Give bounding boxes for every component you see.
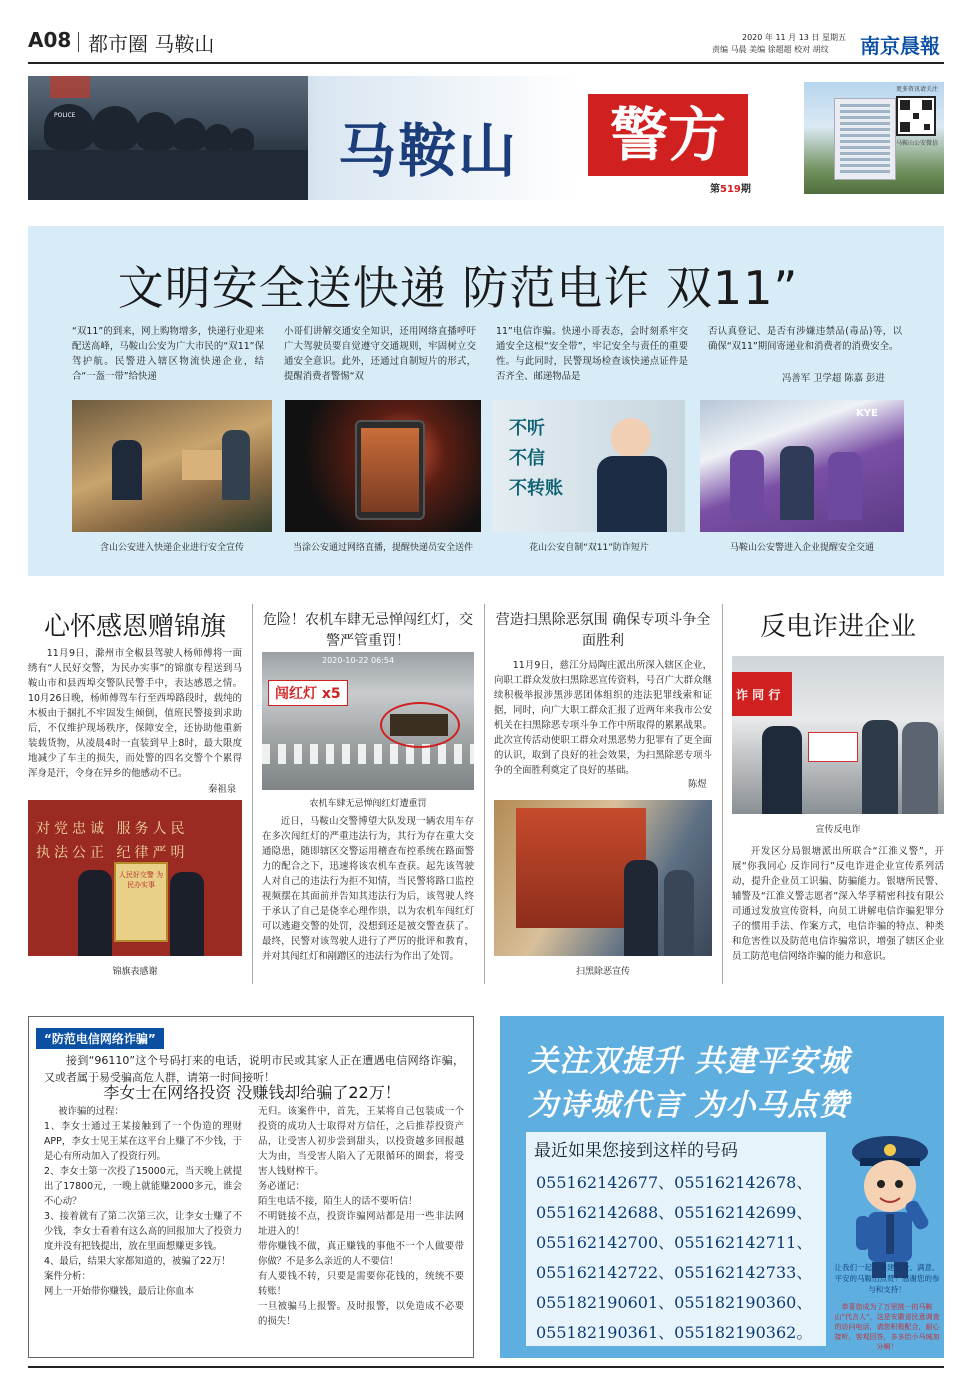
lead-col-4: 否认真登记、是否有涉嫌违禁品(毒品)等，以确保“双11”期间寄递业和消费者的消费安全。 bbox=[708, 326, 902, 352]
page-number: A08 bbox=[28, 28, 72, 52]
masthead-banner bbox=[28, 76, 944, 200]
story2-caption: 农机车肆无忌惮闯红灯遭重罚 bbox=[309, 799, 427, 809]
column-divider bbox=[484, 604, 485, 984]
photo-anti-fraud-video bbox=[493, 400, 685, 532]
police-mascot-icon bbox=[840, 1130, 940, 1280]
story3-caption: 扫黑除恶宣传 bbox=[575, 967, 630, 977]
lead-col-2: 小哥们讲解交通安全知识，还用网络直播呼吁广大驾驶员要自觉遵守交通规则，牢固树立交通安全意识。此外，还通过自制短片的形式，提醒消费者警惕“双 bbox=[284, 326, 476, 382]
header-rule bbox=[28, 62, 944, 64]
phone-number-row: 055162142700、055162142711、 bbox=[536, 1233, 813, 1252]
fraud-tag: “防范电信网络诈骗” bbox=[36, 1028, 164, 1049]
column-divider bbox=[722, 604, 723, 984]
story2-title: 危险！农机车肆无忌惮闯红灯，交警严管重罚！ bbox=[263, 612, 473, 649]
caption-3: 花山公安自制“双11”防诈短片 bbox=[529, 543, 649, 553]
lead-byline: 冯善军 卫学超 陈嘉 彭进 bbox=[782, 373, 885, 384]
story3-body: 11月9日，慈江分局陶庄派出所深入辖区企业，向职工群众发放扫黑除恶宣传资料，号召广大群众继续积极举报涉黑涉恶团体组织的违法犯罪线索和证据，同时，向广大职工群众汇报了近两年来我市公安机关在扫黑除恶专项斗争工作中所取得的累累战果。此次宣传活动使职工群众对黑恶势力犯罪有了更全面的认识，取到了良好的社会效果，为扫黑除恶专项斗争的全面胜利奠定了良好的基础。 bbox=[494, 660, 712, 776]
fraud-intro: 接到“96110”这个号码打来的电话，说明市民或其家人正在遭遇电信网络诈骗，又或者属于易受骗高危人群，请第一时间接听！ bbox=[44, 1054, 464, 1084]
police-photo: POLICE bbox=[28, 76, 308, 200]
staff-credits: 责编 马晨 美编 徐超超 校对 胡纹 bbox=[712, 45, 829, 54]
promo-line-1: 关注双提升 共建平安城 bbox=[528, 1044, 850, 1079]
photo-anti-fraud-company bbox=[732, 656, 944, 814]
issue-number: 第519期 bbox=[710, 184, 751, 195]
photo-overlay-label: 闯红灯 x5 bbox=[268, 680, 348, 706]
story4-caption: 宣传反电诈 bbox=[815, 825, 861, 835]
story3-author: 陈煜 bbox=[688, 779, 707, 790]
photo3-slogan: 不听 不信 不转账 bbox=[509, 418, 563, 499]
photo-timestamp: 2020-10-22 06:54 bbox=[322, 656, 395, 665]
lead-col-1: “双11”的到来，网上购物增多，快递行业迎来配送高峰，马鞍山公安为广大市民的“双11”保驾护航。民警进入辖区物流快递企业，结合“一盔一带”给快递 bbox=[72, 326, 264, 382]
qr-caption-bottom: 马鞍山公安微信 bbox=[895, 140, 938, 147]
header-divider bbox=[78, 32, 79, 52]
story4-title: 反电诈进企业 bbox=[759, 612, 916, 642]
story1-title: 心怀感恩赠锦旗 bbox=[43, 612, 226, 642]
photo-traffic-safety: KYE bbox=[700, 400, 904, 532]
lead-col-3: 11”电信诈骗。快递小哥表态，会时刻系牢交通安全这根“安全带”，牢记安全与责任的重要性。与此同时，民警现场检查该快递点证件是否齐全、邮递物品是 bbox=[496, 326, 688, 382]
phone-number-row: 055182190361、055182190362。 bbox=[536, 1323, 813, 1342]
phone-number-row: 055182190601、055182190360、 bbox=[536, 1293, 813, 1312]
photo-wall-text-1: 对党忠诚 服务人民 bbox=[36, 821, 189, 837]
story2-body: 近日，马鞍山交警博望大队发现一辆农用车存在多次闯红灯的严重违法行为，其行为存在重大交通隐患，随即辖区交警运用稽查布控系统在路面警力的配合之下，迅速将该农机车查获。起先该驾驶人对自己的违法行为拒不知情，当民警将路口监控视频摆在其面前并告知其违法行为后，该驾驶人终于承认了自己是侥幸心理作祟，以为农机车闯红灯可以逃避交警的处罚，没想到还是被交警查获了。最终，民警对该驾驶人进行了严厉的批评和教育，并对其闯红灯和剐蹭区的违法行为作出了处罚。 bbox=[262, 816, 474, 962]
caption-2: 当涂公安通过网络直播，提醒快递员安全送件 bbox=[292, 543, 473, 553]
promo-line-2: 为诗城代言 为小马点赞 bbox=[528, 1088, 850, 1123]
phone-number-row: 055162142688、055162142699、 bbox=[536, 1203, 813, 1222]
photo-live-stream bbox=[285, 400, 481, 532]
column-divider bbox=[252, 604, 253, 984]
lead-headline: 文明安全送快递 防范电诈 双11” bbox=[117, 261, 799, 315]
promo-side-note: 恭喜您成为了万里挑一的马鞍山“代言人”，这是安徽省民意调查的访问电话，请您积极配合，耐心接听，客观回答，多多给小马城加分啊！ bbox=[834, 1303, 940, 1351]
fraud-headline: 李女士在网络投资 没赚钱却给骗了22万！ bbox=[103, 1083, 401, 1102]
footer-rule bbox=[28, 1366, 944, 1368]
pennant-text: 人民好交警 为民办实事 bbox=[118, 871, 164, 889]
newspaper-logo: 南京晨報 bbox=[860, 34, 940, 58]
issue-date: 2020 年 11 月 13 日 星期五 bbox=[742, 33, 846, 42]
fraud-right-col: 无归。该案件中，首先，王某将自己包装成一个投资的成功人士取得对方信任，之后推荐投资产品，让受害人初步尝到甜头，以投资越多回报越大为由，当受害人陷入了无限循环的圈套，将受害人钱财榨干。 务必谨记： 陌生电话不接，陌生人的话不要听信！ 不明链接不点，投资诈骗网站都是用一些非法网址进入的！ 带你赚钱不做，真正赚钱的事他不一个人做要带你做？不是多么亲近的人不要信！ 有人要钱不转，只要是需要你花钱的，统统不要转账！ 一旦被骗马上报警。及时报警，以免造成不必要的损失！ bbox=[258, 1106, 464, 1327]
photo-anti-gang-campaign bbox=[494, 800, 712, 956]
story4-body: 开发区分局银塘派出所联合“江淮义警”，开展“你我同心 反诈同行”反电诈进企业宣传系列活动，提升企业员工识骗、防骗能力。银塘所民警、辅警及“江淮义警志愿者”深入华孚精密科技有限公司通过发放宣传资料，向员工讲解电信诈骗犯罪分子的惯用手法、作案方式，电信诈骗的特点、种类和危害性以及防范电信诈骗常识，增强了辖区企业员工防范电信网络诈骗的能力和意识。 bbox=[732, 846, 944, 962]
qr-caption-top: 更多资讯请关注 bbox=[895, 86, 938, 93]
story3-title: 营造扫黑除恶氛围 确保专项斗争全面胜利 bbox=[495, 612, 711, 649]
story1-caption: 锦旗表感谢 bbox=[112, 967, 158, 977]
promo-side-text: 让我们一起为共建安全、满意、平安的马鞍山点赞！感谢您的参与和支持！ bbox=[834, 1263, 940, 1294]
qr-code-icon bbox=[896, 96, 936, 136]
photo-wall-text-2: 执法公正 纪律严明 bbox=[36, 845, 189, 861]
caption-1: 含山公安进入快递企业进行安全宣传 bbox=[99, 543, 244, 553]
fraud-left-col: 被诈骗的过程： 1、李女士通过王某接触到了一个伪造的理财APP，李女士见王某在这平台上赚了不少钱，于是心有所动加入了投资行列。 2、李女士第一次投了15000元，当天晚上就提出了17800元，一晚上就能赚2000多元，谁会不心动？ 3、接着就有了第二次第三次，让李女士赚了不少钱，李女士看着有这么高的回报加大了投资力度并没有把钱提出，放在里面想赚更多钱。 4、最后，结果大家都知道的，被骗了22万！ 案件分析： 网上一开始带你赚钱，最后让你血本 bbox=[44, 1106, 242, 1297]
story1-body: 11月9日，滁州市全椒县驾驶人杨师傅将一面绣有“人民好交警，为民办实事”的锦旗专程送到马鞍山市和县西埠交警队民警手中，表达感恩之情。10月26日晚，杨师傅驾车行至西埠路段时，载纯的木板由于捆扎不牢固发生倾倒，值班民警接到求助后，不仅维护现场秩序，保障安全，还协助他重新装载货物，从凌晨4时一直装到早上8时，最大限度地减少了车主的损失，而处警的四名交警个个累得浑身是汗，令身在异乡的他感动不已。 bbox=[28, 648, 242, 779]
photo-red-light-violation bbox=[262, 652, 474, 790]
caption-4: 马鞍山公安警进入企业提醒安全交通 bbox=[729, 543, 874, 553]
phone-number-row: 055162142722、055162142733、 bbox=[536, 1263, 813, 1282]
banner-title: 马鞍山 bbox=[338, 117, 519, 185]
banner-title-red: 警方 bbox=[588, 94, 748, 176]
photo-courier-safety bbox=[72, 400, 272, 532]
section-name: 都市圈 马鞍山 bbox=[88, 32, 215, 56]
phone-number-row: 055162142677、055162142678、 bbox=[536, 1173, 813, 1192]
promo-question: 最近如果您接到这样的号码 bbox=[534, 1141, 738, 1161]
photo-banner-thanks bbox=[28, 800, 242, 956]
photo-sign-text: 诈 同 行 bbox=[732, 672, 792, 716]
story1-author: 秦祖泉 bbox=[208, 784, 237, 795]
